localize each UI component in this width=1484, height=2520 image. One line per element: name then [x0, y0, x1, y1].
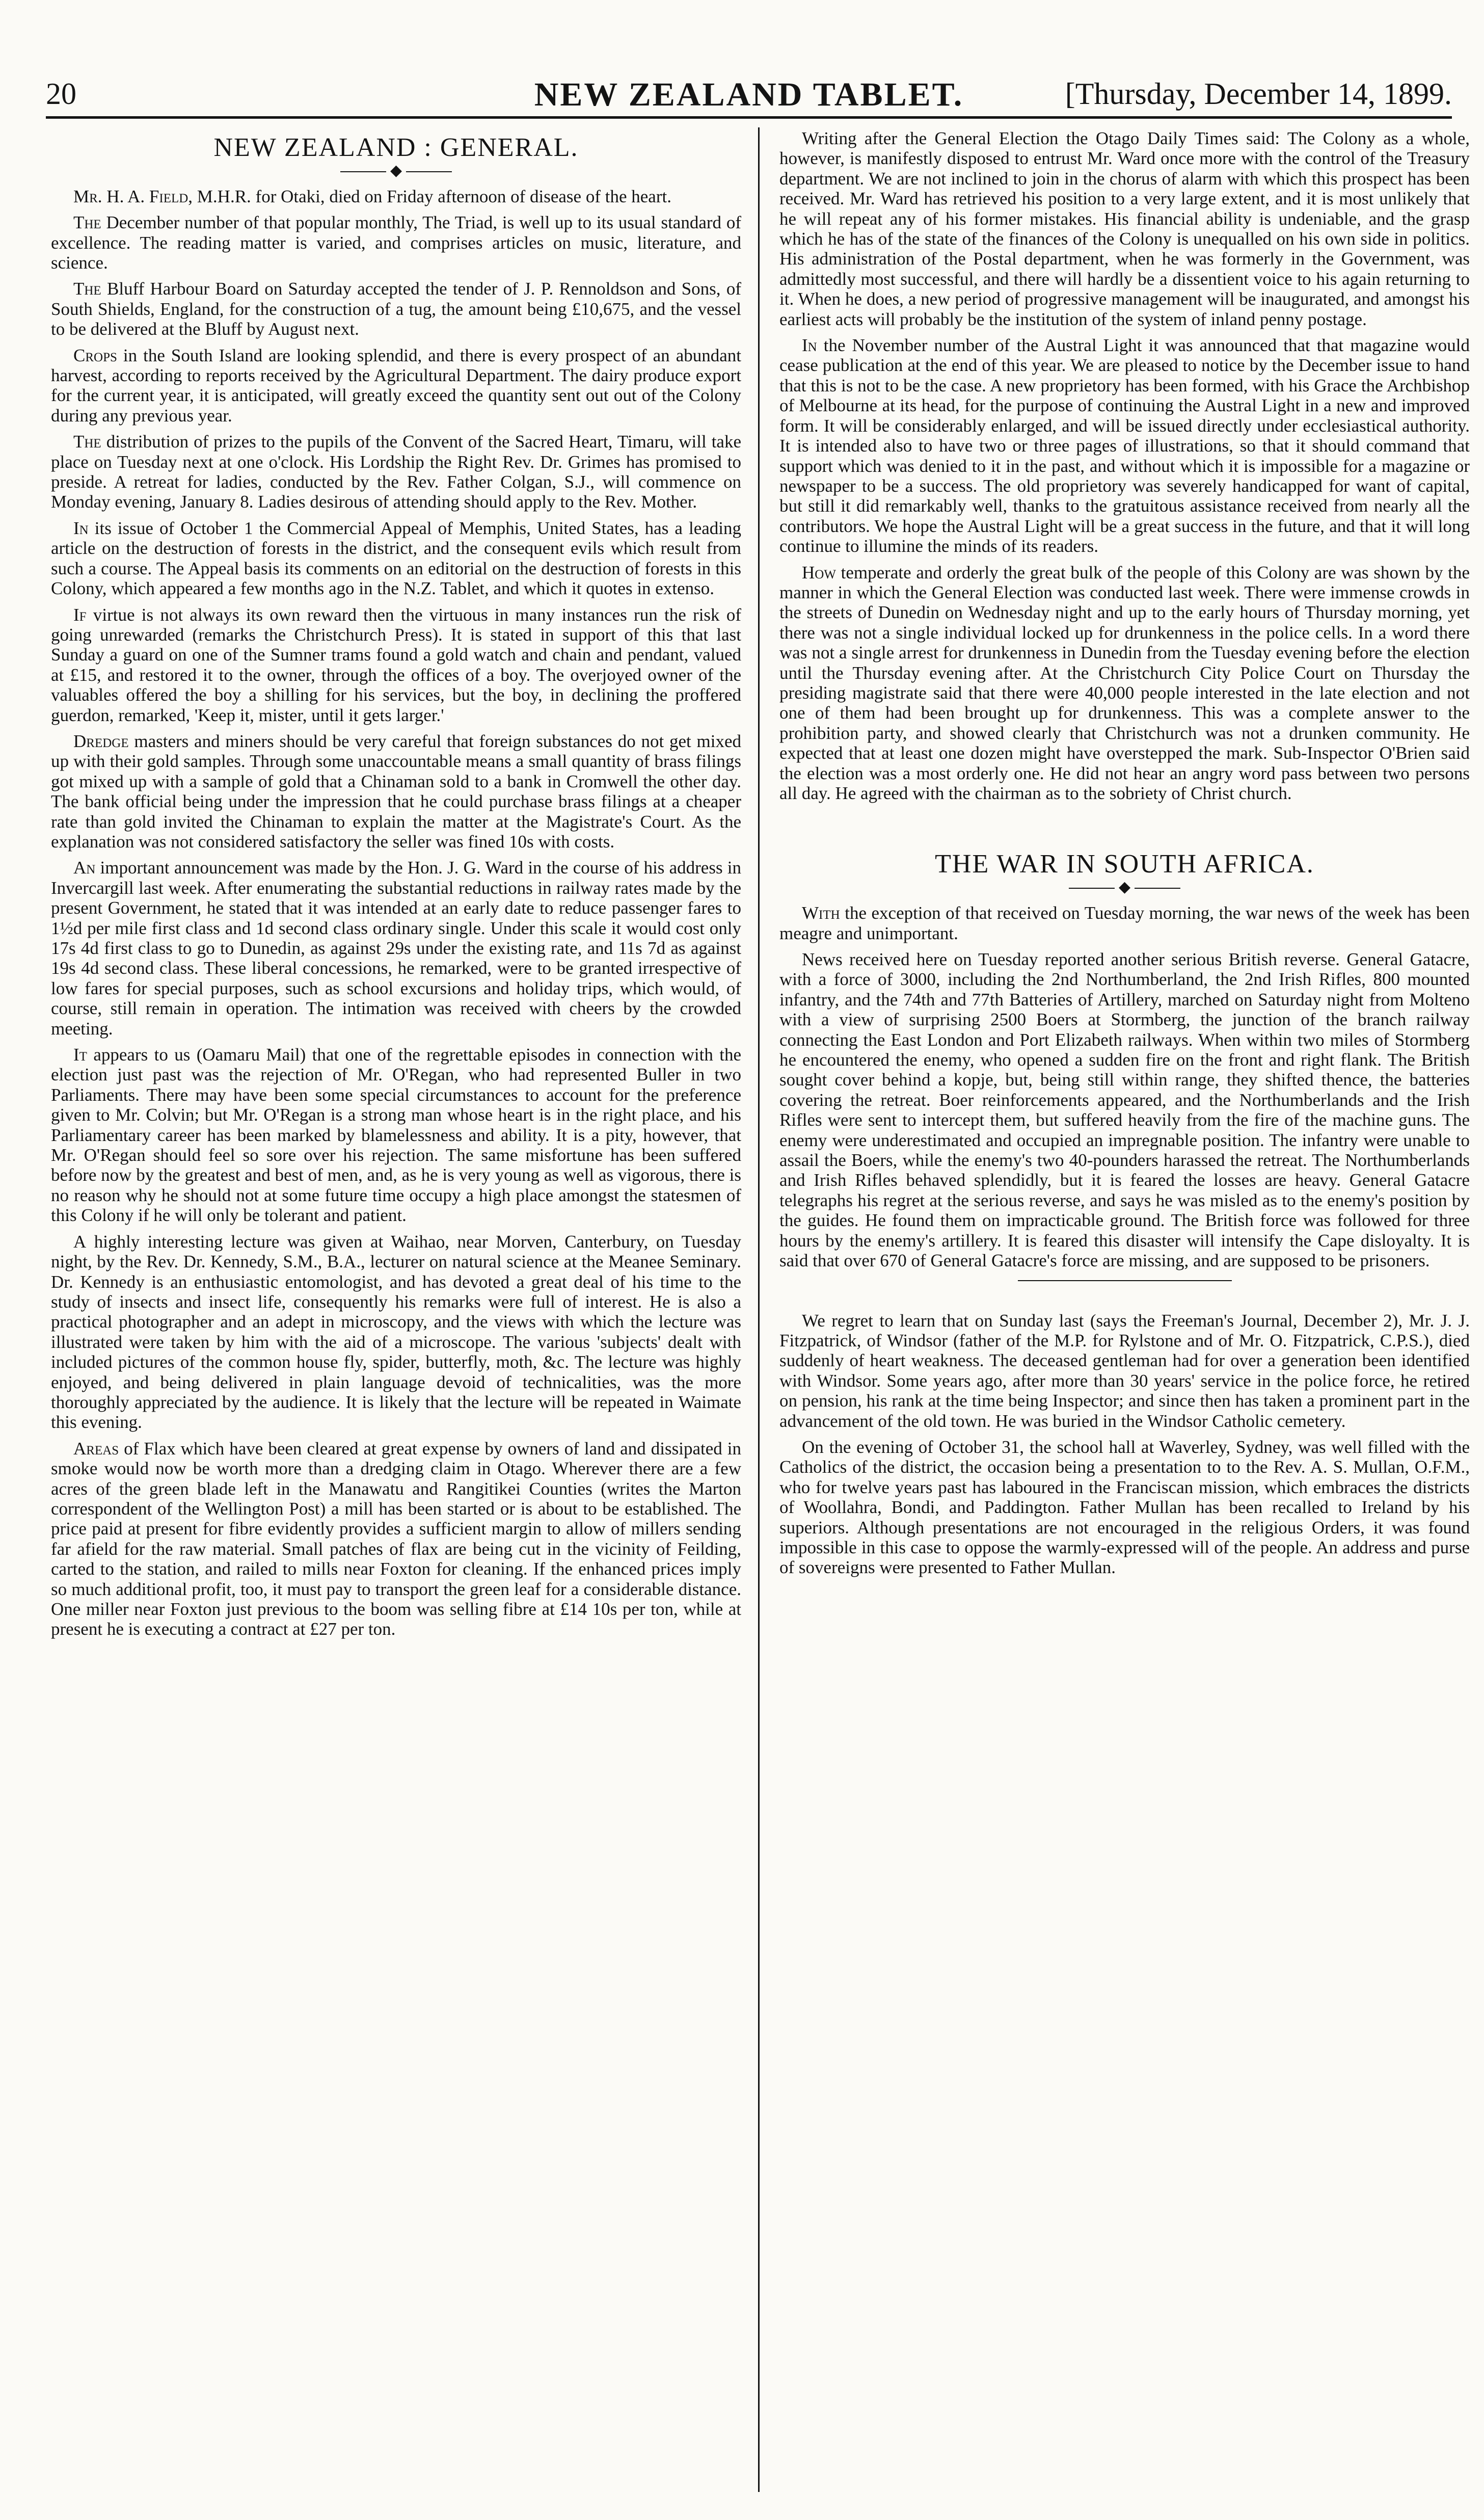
- article-lead: Areas: [73, 1438, 119, 1458]
- article-lead: The: [73, 279, 101, 299]
- article-paragraph: [51, 1232, 741, 1433]
- article-text: virtue is not always its own reward then the virtuous in many instances run the risk of going unrewarded (remarks the Christchurch Press). It is stated in support of this that last Sunday a guard on one of the Sumner trams found a gold watch and chain and pendant, valued at £15, and restored it to the owner, through the offices of a boy. The overjoyed owner of the valuables offered the boy a shilling for his services, but the boy, in declining the proffered guerdon, remarked, 'Keep it, mister, until it gets larger.': [51, 604, 741, 725]
- article-lead: Crops: [73, 345, 117, 365]
- article-text: for Otaki, died on Friday afternoon of disease of the heart.: [251, 186, 671, 206]
- section-divider: [1018, 1280, 1232, 1281]
- article-paragraph: [779, 128, 1470, 329]
- article-text: highly interesting lecture was given at Waihao, near Morven, Canterbury, on Tuesday night, by the Rev. Dr. Kennedy, S.M., B.A., lecturer on natural science at the Meanee Seminary. Dr. Kennedy is an enthusiastic entomologist, and has devoted a great deal of his time to the study of insects and insect life, consequently his remarks were full of interest. He is also a practical photographer and an adept in microscopy, and the views with which the lecture was illustrated were taken by him with the aid of a microscope. The various 'subjects' dealt with included pictures of the common house fly, spider, butterfly, moth, &c. The lecture was highly enjoyed, and being delivered in plain language devoid of technicalities, was the more thoroughly appreciated by the audience. It is likely that the lecture will be repeated in Waimate this evening.: [51, 1231, 741, 1433]
- article-paragraph: [779, 1311, 1470, 1431]
- article-lead: With: [802, 903, 840, 923]
- right-articles-top: [779, 128, 1470, 803]
- article-text: distribution of prizes to the pupils of the Convent of the Sacred Heart, Timaru, will take place on Tuesday next at one o'clock. His Lordship the Right Rev. Dr. Grimes has promised to preside. A retreat for ladies, conducted by the Rev. Father Colgan, S.J., will commence on Monday evening, January 8. Ladies desirous of attending should apply to the Rev. Mother.: [51, 432, 741, 512]
- war-articles: [779, 903, 1470, 1270]
- article-text: of Flax which have been cleared at great expense by owners of land and dissipated in smoke would now be worth more than a dredging claim in Otago. Wherever there are a few acres of the green blade left in the Manawatu and Rangitikei Counties (writes the Marton correspondent of the Wellington Post) a mill has been started or is about to be established. The price paid at present for fibre evidently provides a sufficient margin to allow of millers sending far afield for the raw material. Small patches of flax are being cut in the vicinity of Feilding, carted to the station, and railed to mills near Foxton for cleaning. If the enhanced prices imply so much additional profit, too, it must pay to transport the green leaf for a considerable distance. One miller near Foxton just previous to the boom was selling fibre at £14 10s per ton, while at present he is executing a contract at £27 per ton.: [51, 1438, 741, 1639]
- article-paragraph: [51, 213, 741, 273]
- article-paragraph: [51, 605, 741, 725]
- ornament-icon: ◆: [51, 163, 741, 178]
- right-articles-bottom: [779, 1311, 1470, 1578]
- article-lead: The: [73, 213, 101, 233]
- article-lead: How: [802, 562, 836, 582]
- article-paragraph: [51, 346, 741, 426]
- ornament-icon: ◆: [779, 880, 1470, 895]
- article-paragraph: [51, 432, 741, 512]
- section-title-nz-general: NEW ZEALAND : GENERAL.: [213, 133, 579, 162]
- article-text: temperate and orderly the great bulk of the people of this Colony are was shown by the manner in which the General Election was conducted last week. There were immense crowds in the streets of Dunedin on Wednesday night and up to the early hours of Thursday morning, yet there was not a single individual locked up for drunkenness in the police cells. In a word there was not a single arrest for drunkenness in Dunedin from the Tuesday evening before the election until the Thursday evening after. At the Christchurch City Police Court on Thursday the presiding magistrate said that there were 40,000 people interested in the late election and not one of them had been brought up for drunkenness. This was a complete answer to the prohibition party, and showed clearly that Christchurch was not a drunken community. He expected that at least one dozen might have overstepped the mark. Sub-Inspector O'Brien said the election was a most orderly one. He did not hear an angry word pass between two persons all day. He agreed with the chairman as to the sobriety of Christ church.: [779, 562, 1470, 803]
- article-lead: It: [73, 1045, 87, 1065]
- page-number: 20: [46, 77, 76, 111]
- section-title-war: THE WAR IN SOUTH AFRICA.: [935, 850, 1314, 879]
- article-paragraph: [779, 949, 1470, 1271]
- article-text: Bluff Harbour Board on Saturday accepted the tender of J. P. Rennoldson and Sons, of South Shields, England, for the construction of a tug, the amount being £10,675, and the vessel to be delivered at the Bluff by August next.: [51, 279, 741, 339]
- article-lead: A: [73, 1231, 87, 1252]
- article-lead: Dredge: [73, 731, 129, 751]
- page-header: [46, 66, 1452, 122]
- article-lead: An: [73, 858, 96, 878]
- article-text: the exception of that received on Tuesday morning, the war news of the week has been meagre and unimportant.: [779, 903, 1470, 943]
- article-paragraph: [51, 279, 741, 339]
- masthead: NEW ZEALAND TABLET.: [534, 76, 964, 113]
- article-text: in the South Island are looking splendid, and there is every prospect of an abundant harvest, according to reports received by the Agricultural Department. The dairy produce export for the current year, it is anticipated, will greatly exceed the quantity sent out out of the Colony during any previous year.: [51, 345, 741, 426]
- article-paragraph: [779, 335, 1470, 556]
- article-text: its issue of October 1 the Commercial Appeal of Memphis, United States, has a leading article on the destruction of forests in the district, and the consequent evils which result from such a course. The Appeal basis its comments on an editorial on the destruction of forests in this Colony, which appeared a few months ago in the N.Z. Tablet, and which it quotes in extenso.: [51, 518, 741, 599]
- article-paragraph: [51, 731, 741, 852]
- article-text: Writing after the General Election the Otago Daily Times said: The Colony as a whole, however, is manifestly disposed to entrust Mr. Ward once more with the control of the Treasury department. We are not inclined to join in the chorus of alarm with which this prospect has been received. Mr. Ward has retrieved his position to a very large extent, and it is most unlikely that he will repeat any of his former mistakes. His financial ability is undeniable, and the grasp which he has of the state of the finances of the Colony is unequalled on his own side in politics. His administration of the Postal department, when he was formerly in the Government, was admittedly most successful, and there will hardly be a dissentient voice to his again returning to it. When he does, a new period of progressive management will be inaugurated, and amongst his earliest acts will probably be the institution of the system of inland penny postage.: [779, 128, 1470, 329]
- article-text: On the evening of October 31, the school hall at Waverley, Sydney, was well filled with the Catholics of the district, the occasion being a presentation to to the Rev. A. S. Mullan, O.F.M., who for twelve years past has laboured in the Franciscan mission, which embraces the districts of Woollahra, Bondi, and Paddington. Father Mullan has been recalled to Ireland by his superiors. Although presentations are not encouraged in the religious Orders, it was found impossible in this case to oppose the warmly-expressed will of the people. An address and purse of sovereigns were presented to Father Mullan.: [779, 1437, 1470, 1578]
- article-text: the November number of the Austral Light it was announced that that magazine would cease publication at the end of this year. We are pleased to notice by the December issue to hand that this is not to be the case. A new proprietory has been formed, with his Grace the Archbishop of Melbourne at its head, for the purpose of continuing the Austral Light in a new and improved form. It will be considerably enlarged, and will be issued directly under ecclesiastical authority. It is intended also to have two or three pages of illustrations, so that it should command that support which was denied to it in the past, and without which it is impossible for a magazine or newspaper to be a success. The old proprietory was severely handicapped for want of capital, but still it did remarkably well, thanks to the gratuitous assistance received from nearly all the contributors. We hope the Austral Light will be a great success in the future, and that it will long continue to illumine the minds of its readers.: [779, 335, 1470, 556]
- article-paragraph: [51, 518, 741, 599]
- article-lead: The: [73, 432, 101, 452]
- article-lead: In: [802, 335, 817, 356]
- article-paragraph: [779, 563, 1470, 804]
- article-paragraph: [779, 903, 1470, 943]
- left-articles: [51, 187, 741, 1639]
- article-text: important announcement was made by the Hon. J. G. Ward in the course of his address in Invercargill last week. After enumerating the substantial reductions in railway rates made by the present Government, he stated that it was intended at an early date to reduce passenger fares to 1½d per mile first class and 1d second class ordinary single. Under this scale it would cost only 17s 4d first class to go to Dunedin, as against 29s under the existing rate, and 11s 7d as against 19s 4d second class. These liberal concessions, he remarked, were to be granted irrespective of low fares for special purposes, such as school excursions and holiday trips, which would, of course, still remain in operation. The intimation was received with cheers by the crowded meeting.: [51, 858, 741, 1039]
- article-paragraph: [779, 1437, 1470, 1578]
- header-rule: [46, 116, 1452, 119]
- article-paragraph: [51, 187, 741, 206]
- column-rule: [758, 127, 760, 2492]
- article-paragraph: [51, 1439, 741, 1639]
- right-column: [779, 128, 1470, 1584]
- article-text: News received here on Tuesday reported another serious British reverse. General Gatacre, with a force of 3000, including the 2nd Northumberland, the 2nd Irish Rifles, 800 mounted infantry, and the 74th and 77th Batteries of Artillery, marched on Saturday night from Molteno with a view of surprising 2500 Boers at Stormberg, the junction of the branch railway connecting the East London and Port Elizabeth railways. When within two miles of Stormberg he encountered the enemy, who opened a sudden fire on the front and right flank. The British sought cover behind a kopje, but, being still within range, they shifted thence, the batteries covering the retreat. Boer reinforcements appeared, and the Northumberlands and the Irish Rifles were sent to intercept them, but suffered heavily from the fire of the machine guns. The enemy were underestimated and occupied an impregnable position. The infantry were unable to assail the Boers, while the enemy's two 40-pounders harassed the retreat. The Northumberlands and Irish Rifles behaved splendidly, but it is feared the losses are heavy. General Gatacre telegraphs his regret at the serious reverse, and says he was misled as to the enemy's position by the guides. He found them on impracticable ground. The British force was followed for three hours by the enemy's artillery. It is feared this disaster will intensify the Cape disloyalty. It is said that over 670 of General Gatacre's force are missing, and are supposed to be prisoners.: [779, 949, 1470, 1271]
- article-text: We regret to learn that on Sunday last (says the Freeman's Journal, December 2), Mr. J. J. Fitzpatrick, of Windsor (father of the M.P. for Rylstone and of Mr. O. Fitzpatrick, C.P.S.), died suddenly of heart weakness. The deceased gentleman had for over a generation been identified with Windsor. Some years ago, after more than 30 years' service in the police force, he retired on pension, his rank at the time being Inspector; and since then has taken a prominent part in the advancement of the old town. He was buried in the Windsor Catholic cemetery.: [779, 1310, 1470, 1431]
- left-column: [51, 128, 741, 1646]
- article-lead: In: [73, 518, 89, 538]
- article-text: masters and miners should be very careful that foreign substances do not get mixed up with their gold samples. Through some unaccountable means a small quantity of brass filings got mixed up with a sample of gold that a Chinaman sold to a bank in Cromwell the other day. The bank official being under the impression that he could purchase brass filings at a cheaper rate than gold invited the Chinaman to explain the matter at the Magistrate's Court. As the explanation was not considered satisfactory the seller was fined 10s with costs.: [51, 731, 741, 852]
- article-text: appears to us (Oamaru Mail) that one of the regrettable episodes in connection with the election just past was the rejection of Mr. O'Regan, who had represented Buller in two Parliaments. There may have been some special circumstances to account for the preference given to Mr. Colvin; but Mr. O'Regan is a strong man whose heart is in the right place, and his Parliamentary career has been marked by blamelessness and ability. It is a pity, however, that Mr. O'Regan should feel so sore over his rejection. The same misfortune has been suffered before now by the greatest and best of men, and, as he is very young as well as vigorous, there is no reason why he should not at some future time occupy a high place amongst the statesmen of this Colony if he will only be tolerant and patient.: [51, 1045, 741, 1226]
- article-lead: Mr. H. A. Field, M.H.R.: [73, 186, 251, 206]
- article-lead: If: [73, 604, 87, 625]
- dateline: [Thursday, December 14, 1899.: [1065, 77, 1452, 111]
- article-paragraph: [51, 1045, 741, 1226]
- article-paragraph: [51, 858, 741, 1039]
- article-text: December number of that popular monthly, The Triad, is well up to its usual standard of excellence. The reading matter is varied, and comprises articles on music, literature, and science.: [51, 213, 741, 273]
